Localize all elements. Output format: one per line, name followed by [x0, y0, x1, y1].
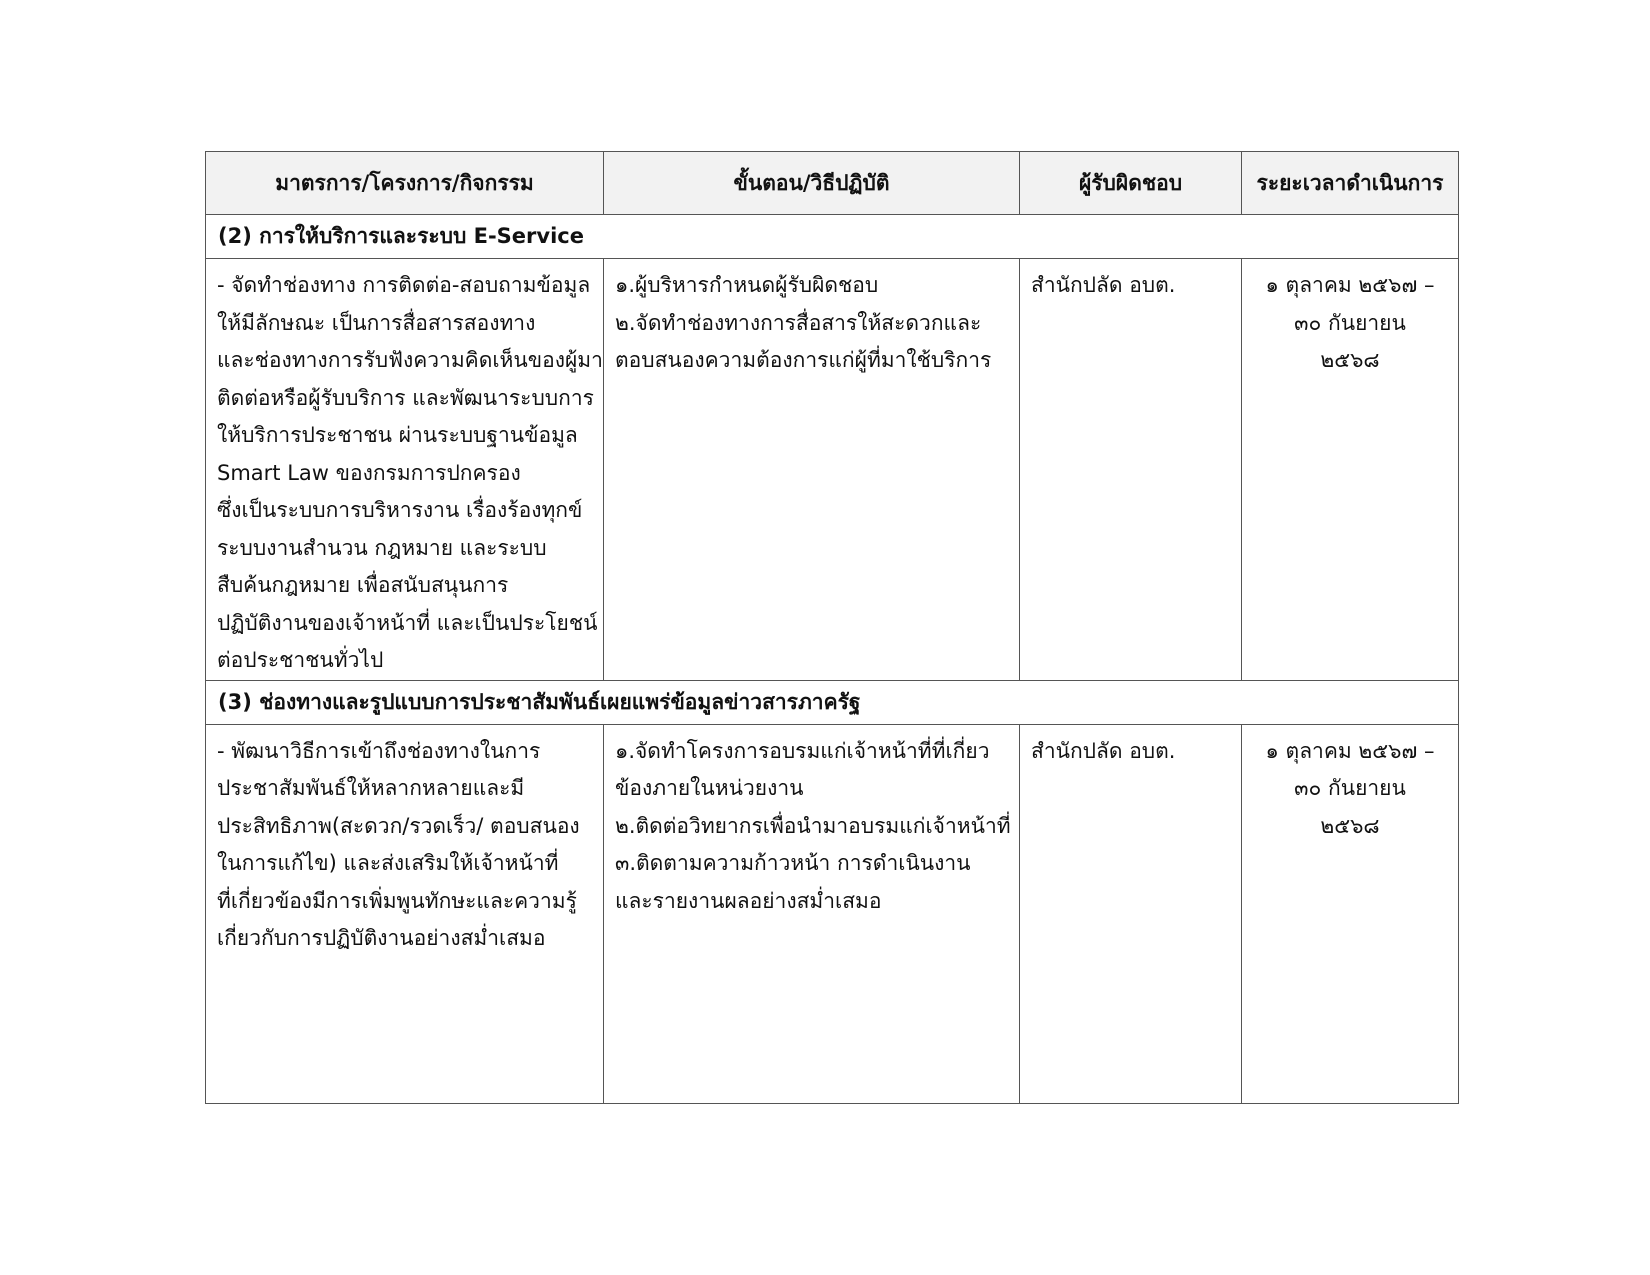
measure-line: ที่เกี่ยวข้องมีการเพิ่มพูนทักษะและความรู้: [217, 888, 577, 913]
measure-line: ปฏิบัติงานของเจ้าหน้าที่ และเป็นประโยชน์: [217, 610, 598, 635]
measure-line: ระบบงานสำนวน กฎหมาย และระบบ: [217, 535, 547, 560]
step-line: ข้องภายในหน่วยงาน: [615, 776, 804, 800]
step-line: ๓.ติดตามความก้าวหน้า การดำเนินงาน: [615, 851, 971, 875]
responsible-text: สำนักปลัด อบต.: [1031, 738, 1176, 763]
measure-cell: [206, 259, 604, 681]
header-row: [206, 152, 1459, 215]
section-title-row: [206, 215, 1459, 259]
period-line: ๑ ตุลาคม ๒๕๖๗ –: [1265, 738, 1435, 763]
section-title: (2) การให้บริการและระบบ E-Service: [206, 215, 1459, 259]
measure-line: ต่อประชาชนทั่วไป: [217, 648, 384, 672]
header-measure: มาตรการ/โครงการ/กิจกรรม: [206, 152, 604, 215]
measure-line: ซึ่งเป็นระบบการบริหารงาน เรื่องร้องทุกข์: [217, 498, 583, 522]
period-line: ๑ ตุลาคม ๒๕๖๗ –: [1265, 273, 1435, 297]
header-steps: ขั้นตอน/วิธีปฏิบัติ: [604, 152, 1020, 215]
measure-line: - จัดทำช่องทาง การติดต่อ-สอบถามข้อมูล: [217, 273, 591, 297]
measure-line: เกี่ยวกับการปฏิบัติงานอย่างสม่ำเสมอ: [217, 926, 546, 950]
step-line: และรายงานผลอย่างสม่ำเสมอ: [615, 888, 882, 913]
header-responsible: ผู้รับผิดชอบ: [1020, 152, 1242, 215]
period-cell: [1242, 724, 1459, 1103]
measure-line: ประชาสัมพันธ์ให้หลากหลายและมี: [217, 776, 525, 800]
responsible-text: สำนักปลัด อบต.: [1031, 273, 1176, 297]
plan-table: [205, 151, 1459, 1104]
step-line: ๑.จัดทำโครงการอบรมแก่เจ้าหน้าที่ที่เกี่ยว: [615, 738, 990, 763]
measure-line: ติดต่อหรือผู้รับบริการ และพัฒนาระบบการ: [217, 385, 594, 410]
section-title-row: [206, 680, 1459, 724]
period-line: ๒๕๖๘: [1320, 813, 1380, 838]
measure-line: ให้มีลักษณะ เป็นการสื่อสารสองทาง: [217, 310, 536, 335]
measure-line: - พัฒนาวิธีการเข้าถึงช่องทางในการ: [217, 738, 541, 763]
step-line: ๒.จัดทำช่องทางการสื่อสารให้สะดวกและ: [615, 310, 982, 335]
steps-cell: [604, 259, 1020, 681]
table-row: [206, 259, 1459, 681]
step-line: ๑.ผู้บริหารกำหนดผู้รับผิดชอบ: [615, 273, 879, 297]
responsible-cell: [1020, 724, 1242, 1103]
measure-line: ในการแก้ไข) และส่งเสริมให้เจ้าหน้าที่: [217, 851, 559, 875]
section-title: (3) ช่องทางและรูปแบบการประชาสัมพันธ์เผยแพร่ข้อมูลข่าวสารภาครัฐ: [206, 680, 1459, 724]
step-line: ตอบสนองความต้องการแก่ผู้ที่มาใช้บริการ: [615, 348, 992, 372]
responsible-cell: [1020, 259, 1242, 681]
table-row: [206, 724, 1459, 1103]
period-line: ๒๕๖๘: [1320, 348, 1380, 372]
table-header: [206, 152, 1459, 215]
period-line: ๓๐ กันยายน: [1294, 776, 1406, 800]
steps-cell: [604, 724, 1020, 1103]
measure-line: Smart Law ของกรมการปกครอง: [217, 460, 521, 485]
step-line: ๒.ติดต่อวิทยากรเพื่อนำมาอบรมแก่เจ้าหน้าที่: [615, 813, 1011, 838]
measure-line: ให้บริการประชาชน ผ่านระบบฐานข้อมูล: [217, 423, 578, 447]
period-cell: [1242, 259, 1459, 681]
header-period: ระยะเวลาดำเนินการ: [1242, 152, 1459, 215]
measure-line: และช่องทางการรับฟังความคิดเห็นของผู้มา: [217, 348, 603, 372]
period-line: ๓๐ กันยายน: [1294, 310, 1406, 335]
measure-cell: [206, 724, 604, 1103]
measure-line: สืบค้นกฎหมาย เพื่อสนับสนุนการ: [217, 573, 509, 597]
measure-line: ประสิทธิภาพ(สะดวก/รวดเร็ว/ ตอบสนอง: [217, 813, 580, 838]
